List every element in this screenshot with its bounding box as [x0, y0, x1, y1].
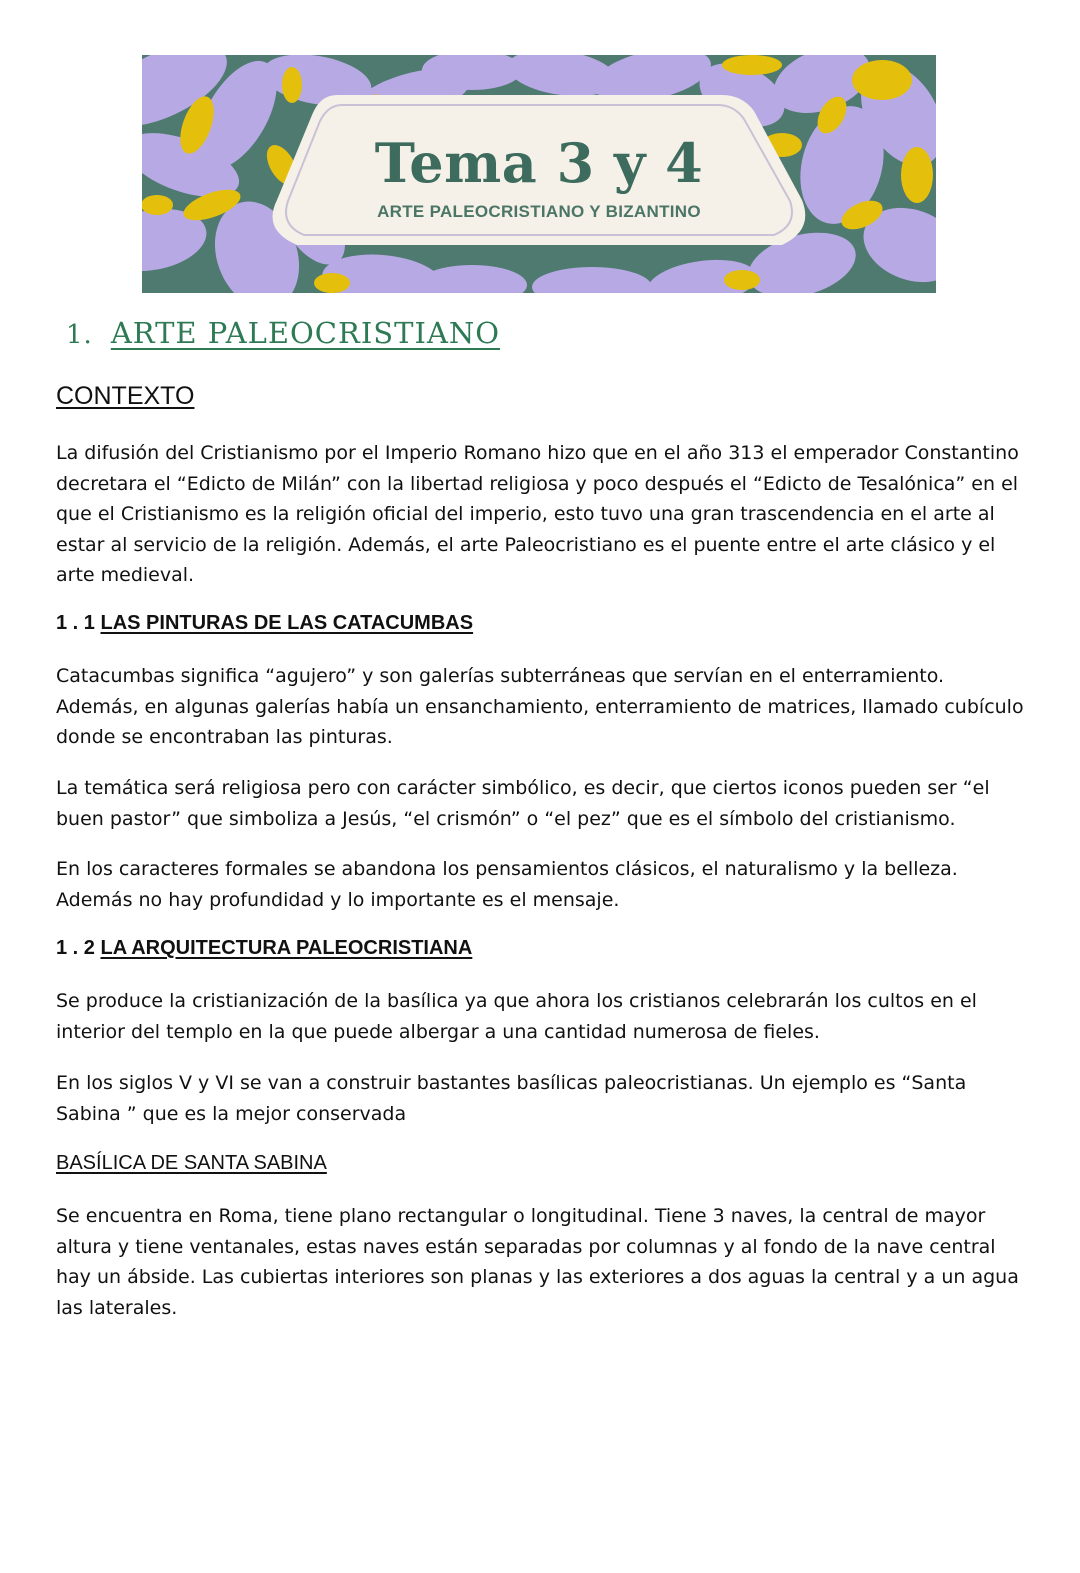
section-number: 1. — [66, 320, 93, 350]
contexto-paragraph: La difusión del Cristianismo por el Imperio Romano hizo que en el año 313 el emperador Constantino decretara el “Edicto de Milán” con la libertad religiosa y poco después el “Edicto de Tesalónica” en el que el Cristianismo es la religión oficial del imperio, esto tuvo una gran trascendencia en el arte al estar al servicio de la religión. Además, el arte Paleocristiano es el puente entre el arte clásico y el arte medieval. — [56, 442, 1019, 586]
header-banner — [142, 55, 936, 293]
arquitectura-paragraph-2: En los siglos V y VI se van a construir bastantes basílicas paleocristianas. Un ejemplo es “Santa Sabina ” que es la mejor conservada — [56, 1072, 967, 1125]
arquitectura-paragraph-1: Se produce la cristianización de la basílica ya que ahora los cristianos celebrarán los cultos en el interior del templo en la que puede albergar a una cantidad numerosa de fieles. — [56, 990, 977, 1043]
arquitectura-heading — [56, 937, 472, 960]
catacumbas-number: 1 . 1 — [56, 612, 95, 634]
catacumbas-paragraph-1: Catacumbas significa “agujero” y son galerías subterráneas que servían en el enterramiento. Además, en algunas galerías había un ensanchamiento, enterramiento de matrices, llamado cubículo donde se encontraban las pinturas. — [56, 665, 1024, 748]
basilica-paragraph: Se encuentra en Roma, tiene plano rectangular o longitudinal. Tiene 3 naves, la central de mayor altura y tiene ventanales, estas naves están separadas por columnas y al fondo de la nave central hay un ábside. Las cubiertas interiores son planas y las exteriores a dos aguas la central y a un agua las laterales. — [56, 1205, 1019, 1319]
contexto-heading: CONTEXTO — [56, 382, 195, 410]
basilica-heading: BASÍLICA DE SANTA SABINA — [56, 1152, 327, 1174]
catacumbas-heading — [56, 612, 473, 635]
catacumbas-paragraph-3: En los caracteres formales se abandona los pensamientos clásicos, el naturalismo y la belleza. Además no hay profundidad y lo importante es el mensaje. — [56, 858, 958, 911]
banner-subtitle: ARTE PALEOCRISTIANO Y BIZANTINO — [377, 202, 701, 221]
arquitectura-number: 1 . 2 — [56, 937, 95, 959]
arquitectura-title: LA ARQUITECTURA PALEOCRISTIANA — [100, 937, 473, 959]
catacumbas-title: LAS PINTURAS DE LAS CATACUMBAS — [100, 612, 474, 634]
banner-title: Tema 3 y 4 — [374, 131, 704, 195]
section-heading — [66, 316, 500, 350]
section-title: ARTE PALEOCRISTIANO — [110, 316, 501, 350]
catacumbas-paragraph-2: La temática será religiosa pero con carácter simbólico, es decir, que ciertos iconos pueden ser “el buen pastor” que simboliza a Jesús, “el crismón” o “el pez” que es el símbolo del cristianismo. — [56, 777, 990, 830]
